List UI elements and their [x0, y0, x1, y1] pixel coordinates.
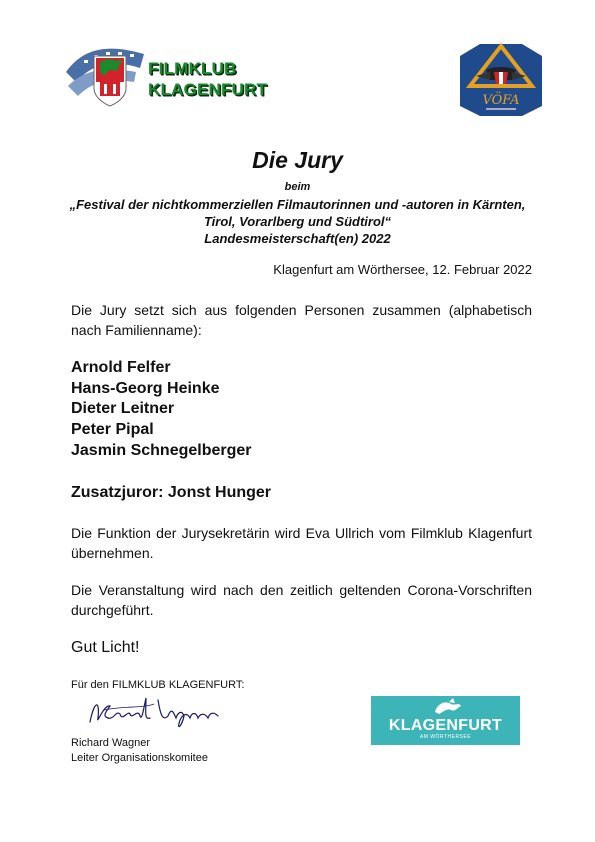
additional-juror: Zusatzjuror: Jonst Hunger: [71, 484, 272, 501]
subtitle-championship: Landesmeisterschaft(en) 2022: [204, 231, 391, 246]
date-line: Klagenfurt am Wörthersee, 12. Februar 2022: [273, 262, 532, 277]
club-name-line2: KLAGENFURT: [148, 80, 268, 99]
subtitle-festival: „Festival der nichtkommerziellen Filmautorinnen und -autoren in Kärnten, Tirol, Vorarlberg und Südtirol“: [69, 197, 526, 229]
jury-member: Arnold Felfer: [71, 359, 171, 376]
jury-member-list: [71, 358, 252, 462]
jury-member: Hans-Georg Heinke: [71, 379, 220, 397]
signer-block: [71, 736, 208, 765]
dragon-icon: [371, 696, 520, 718]
handwritten-signature: [84, 692, 234, 734]
club-name-line1: FILMKLUB: [148, 59, 237, 78]
association-logo: [456, 40, 546, 118]
page-title: Die Jury: [252, 147, 343, 173]
secretary-paragraph: Die Funktion der Jurysekretärin wird Eva Ullrich vom Filmklub Klagenfurt übernehmen.: [71, 525, 532, 561]
signature-icon: [84, 692, 234, 734]
klagenfurt-city-logo: [371, 696, 520, 745]
jury-member: Jasmin Schnegelberger: [71, 441, 252, 459]
subtitle-beim: beim: [284, 181, 311, 193]
eagle-emblem-icon: [456, 40, 546, 118]
city-logo-name: KLAGENFURT: [388, 717, 503, 734]
club-name: [148, 58, 267, 100]
jury-member: Peter Pipal: [71, 421, 154, 439]
jury-member: Dieter Leitner: [71, 400, 175, 418]
signer-name: Richard Wagner: [71, 737, 151, 749]
signoff-line: Für den FILMKLUB KLAGENFURT:: [71, 679, 245, 691]
closing-greeting: Gut Licht!: [71, 639, 140, 656]
signer-role: Leiter Organisationskomitee: [71, 751, 208, 764]
intro-paragraph: Die Jury setzt sich aus folgenden Personen zusammen (alphabetisch nach Familienname):: [71, 302, 532, 338]
city-logo-subtitle: AM WÖRTHERSEE: [419, 734, 472, 740]
association-logo-text: VÖFA: [482, 93, 520, 108]
corona-paragraph: Die Veranstaltung wird nach den zeitlich geltenden Corona-Vorschriften durchgeführt.: [71, 582, 532, 618]
film-reel-crest-icon: [64, 42, 154, 112]
filmklub-logo: [64, 42, 288, 112]
